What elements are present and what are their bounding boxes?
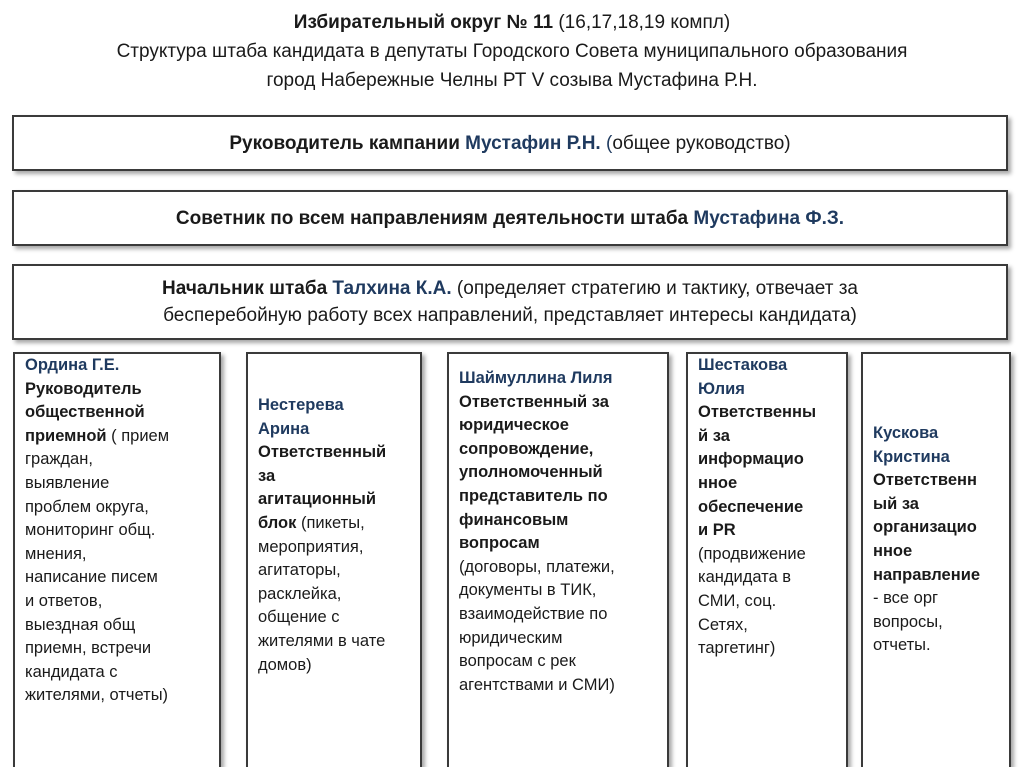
chief-of-staff-box: [12, 264, 1008, 340]
column-4-role: й за: [698, 426, 730, 445]
column-1-desc: жителями, отчеты): [25, 686, 169, 705]
chief-name: Талхина К.А.: [332, 278, 452, 299]
column-4-desc: (продвижение: [698, 544, 806, 563]
column-3-desc: юридическим: [459, 628, 563, 647]
column-5-role: направление: [873, 565, 981, 584]
column-nestereva: [246, 352, 422, 767]
column-5-role: нное: [873, 541, 913, 560]
chief-note-2: бесперебойную работу всех направлений, представляет интересы кандидата): [163, 305, 857, 326]
column-3-role: финансовым: [459, 510, 569, 529]
column-1-name: Ордина Г.Е.: [25, 356, 120, 374]
column-1-desc: выездная общ: [25, 615, 136, 634]
column-4-desc: СМИ, соц.: [698, 591, 777, 610]
column-1-desc: мониторинг общ.: [25, 521, 156, 540]
advisor-role: Советник по всем направлениям деятельности штаба: [175, 207, 694, 229]
column-1-desc: выявление: [25, 473, 110, 492]
column-4-role: Ответственны: [698, 403, 817, 422]
column-3-desc: (договоры, платежи,: [459, 557, 615, 576]
column-1-desc: мнения,: [25, 544, 87, 563]
column-3-desc: взаимодействие по: [459, 604, 608, 623]
district-title: Избирательный округ № 11: [293, 12, 554, 33]
column-3-name: Шаймуллина Лиля: [459, 369, 613, 387]
column-1-role: Руководитель: [25, 379, 142, 398]
chief-role: Начальник штаба: [162, 278, 333, 299]
column-4-desc: Сетях,: [698, 615, 748, 634]
column-2-desc: домов): [258, 655, 312, 674]
column-1-desc: кандидата с: [25, 662, 118, 681]
column-1-desc: граждан,: [25, 450, 93, 469]
column-4-role: и PR: [698, 521, 736, 540]
campaign-leader-box: [12, 115, 1008, 171]
column-3-role: сопровождение,: [459, 439, 594, 458]
column-5-name: Кускова: [873, 424, 939, 442]
leader-paren: (: [600, 132, 613, 154]
column-1-desc: ( прием: [106, 426, 170, 445]
column-2-desc: жителями в чате: [258, 631, 386, 650]
column-5-desc: вопросы,: [873, 612, 943, 631]
column-2-name: Нестерева: [258, 396, 344, 414]
column-3-role: юридическое: [459, 416, 569, 435]
column-1-desc: и ответов,: [25, 591, 103, 610]
column-2-role: блок: [258, 513, 297, 532]
column-3-role: Ответственный за: [459, 392, 609, 411]
column-5-role: организацио: [873, 518, 977, 537]
column-4-desc: кандидата в: [698, 568, 792, 587]
column-kuskova: [861, 352, 1011, 767]
column-2-desc: агитаторы,: [258, 561, 341, 580]
column-1-role: приемной: [25, 426, 107, 445]
column-1-desc: приемн, встречи: [25, 639, 152, 658]
header-line-3: город Набережные Челны РТ V созыва Мустафина Р.Н.: [266, 70, 758, 91]
column-2-name: Арина: [258, 419, 310, 438]
column-5-role: Ответственн: [873, 471, 977, 490]
column-3-desc: агентствами и СМИ): [459, 675, 615, 694]
district-complex: (16,17,18,19 компл): [553, 12, 731, 33]
leader-role: Руководитель кампании: [229, 132, 466, 154]
column-5-name: Кристина: [873, 447, 950, 466]
column-4-name: Шестакова: [698, 356, 788, 374]
column-5-role: ый за: [873, 494, 919, 513]
column-2-desc: расклейка,: [258, 584, 342, 603]
header-line-1: [0, 8, 1024, 37]
column-1-desc: проблем округа,: [25, 497, 149, 516]
column-2-desc: (пикеты,: [296, 513, 365, 532]
column-1-role: общественной: [25, 403, 145, 422]
column-4-role: нное: [698, 473, 738, 492]
column-5-desc: отчеты.: [873, 636, 931, 655]
column-3-role: представитель по: [459, 486, 608, 505]
header-line-2: Структура штаба кандидата в депутаты Городского Совета муниципального образования: [116, 41, 908, 62]
column-3-role: вопросам: [459, 534, 540, 553]
advisor-name: Мустафина Ф.З.: [693, 207, 845, 229]
column-2-role: за: [258, 466, 276, 485]
column-3-desc: вопросам с рек: [459, 652, 576, 671]
column-2-desc: общение с: [258, 608, 340, 627]
column-1-desc: написание писем: [25, 568, 158, 587]
page-header: [0, 8, 1024, 95]
column-4-desc: таргетинг): [698, 639, 776, 658]
leader-note: общее руководство): [612, 132, 791, 154]
column-3-desc: документы в ТИК,: [459, 581, 597, 600]
column-5-desc: - все орг: [873, 589, 939, 608]
column-3-role: уполномоченный: [459, 463, 603, 482]
column-ordina: [13, 352, 221, 767]
column-4-role: информацио: [698, 450, 804, 469]
advisor-box: [12, 190, 1008, 246]
column-shaimullina: [447, 352, 669, 767]
chief-note-1: (определяет стратегию и тактику, отвечает за: [451, 278, 858, 299]
column-2-role: Ответственный: [258, 443, 387, 462]
leader-name: Мустафин Р.Н.: [465, 132, 601, 154]
column-4-name: Юлия: [698, 379, 745, 398]
column-shestakova: [686, 352, 848, 767]
column-2-desc: мероприятия,: [258, 537, 364, 556]
column-4-role: обеспечение: [698, 497, 804, 516]
column-2-role: агитационный: [258, 490, 376, 509]
